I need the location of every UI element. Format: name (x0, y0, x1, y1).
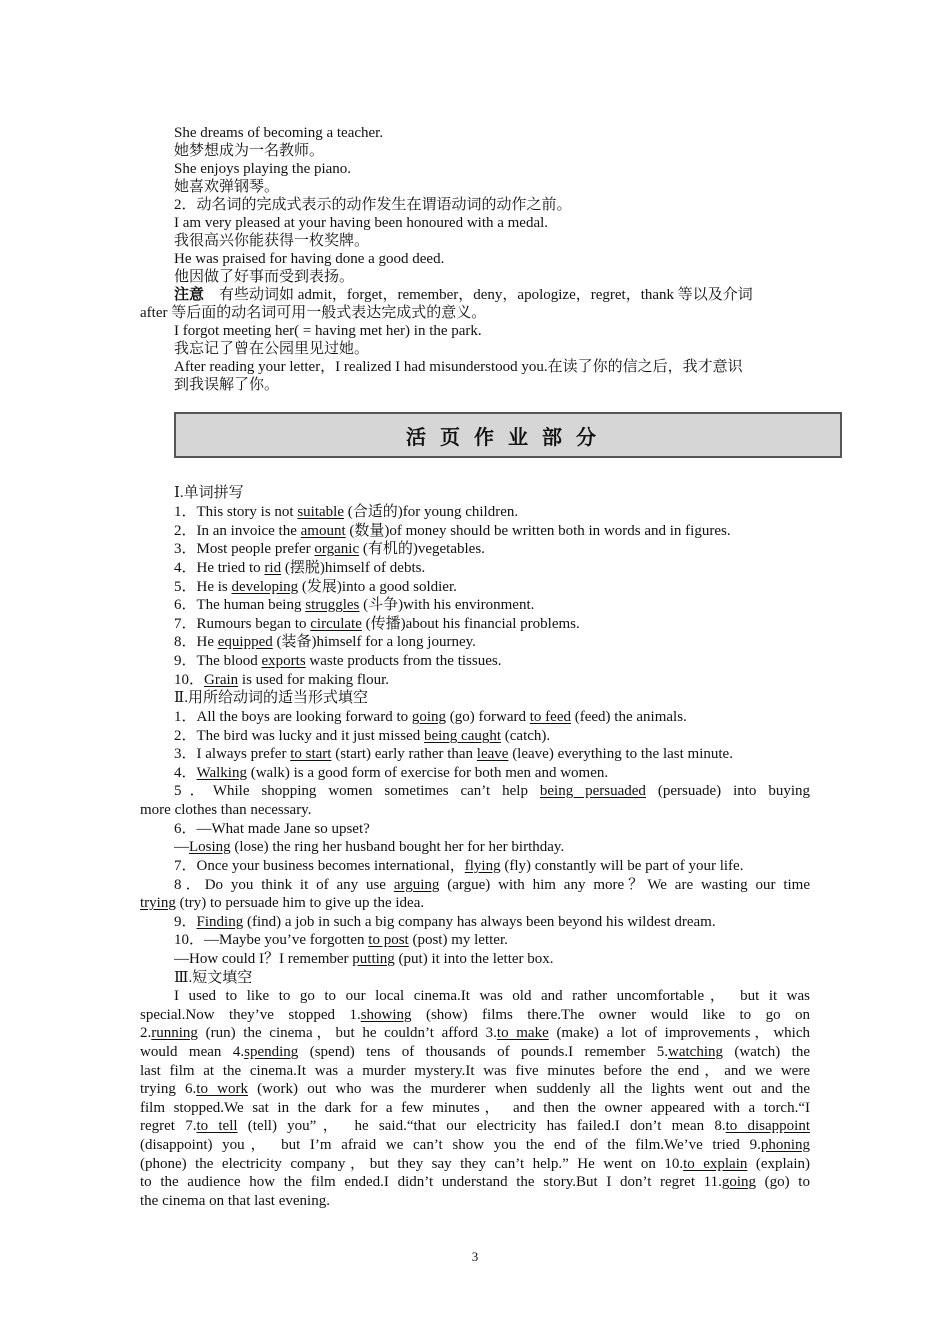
example-sentence: After reading your letter，I realized I had misunderstood you.在读了你的信之后，我才意识 (174, 359, 743, 375)
answer: circulate (310, 616, 362, 632)
answer: to post (368, 932, 409, 948)
example-translation: 她喜欢弹钢琴。 (174, 179, 280, 195)
answer: phoning (760, 1137, 810, 1153)
passage-line: regret 7.to tell (tell) you”， he said.“that our electricity has failed.I don’t mean 8.to disappoint (140, 1118, 810, 1134)
exercise-item: 5．While shopping women sometimes can’t help being persuaded (persuade) into buying (174, 783, 810, 799)
example-translation: 我忘记了曾在公园里见过她。 (174, 341, 370, 357)
answer: Grain (204, 672, 239, 688)
note-line: 注意 有些动词如 admit，forget，remember，deny，apologize，regret，thank 等以及介词 (174, 287, 753, 303)
example-sentence: She enjoys playing the piano. (174, 161, 352, 177)
passage-line: I used to like to go to our local cinema.It was old and rather uncomfortable， but it was (174, 988, 810, 1004)
answer: developing (231, 579, 299, 595)
passage-line: 2.running (run) the cinema，but he couldn’t afford 3.to make (make) a lot of improvements，which (140, 1025, 810, 1041)
answer: going (411, 709, 447, 725)
exercise-item: 4．Walking (walk) is a good form of exercise for both men and women. (174, 765, 609, 781)
passage-line: trying 6.to work (work) out who was the murderer when suddenly all the lights went out and the (140, 1081, 810, 1097)
answer: equipped (217, 634, 273, 650)
answer: watching (668, 1044, 723, 1060)
section-heading: Ⅲ.短文填空 (174, 970, 253, 986)
exercise-item-cont: more clothes than necessary. (140, 802, 312, 818)
answer: suitable (297, 504, 344, 520)
answer: to tell (196, 1118, 238, 1134)
answer: trying (140, 895, 176, 911)
answer: to make (496, 1025, 549, 1041)
section-heading: Ⅱ.用所给动词的适当形式填空 (174, 690, 368, 706)
exercise-item: 8．Do you think it of any use arguing (argue) with him any more？We are wasting our time (174, 877, 810, 893)
answer: to feed (529, 709, 571, 725)
exercise-item: 9．The blood exports waste products from the tissues. (174, 653, 502, 669)
exercise-item: 8．He equipped (装备)himself for a long journey. (174, 634, 476, 650)
exercise-item-cont: trying (try) to persuade him to give up the idea. (140, 895, 425, 911)
exercise-item: 10．Grain is used for making flour. (174, 672, 389, 688)
passage-line: special.Now they’ve stopped 1.showing (show) films there.The owner would like to go on (140, 1007, 810, 1023)
passage-line: (phone) the electricity company，but they say they can’t help.” He went on 10.to explain (explain) (140, 1156, 810, 1172)
example-translation: 他因做了好事而受到表扬。 (174, 269, 355, 285)
exercise-item: 9．Finding (find) a job in such a big company has always been beyond his wildest dream. (174, 914, 716, 930)
exercise-item: 5．He is developing (发展)into a good soldier. (174, 579, 457, 595)
answer: rid (264, 560, 282, 576)
answer: struggles (305, 597, 360, 613)
answer: spending (244, 1044, 299, 1060)
answer: Losing (189, 839, 231, 855)
exercise-item: 10．—Maybe you’ve forgotten to post (post) my letter. (174, 932, 508, 948)
rule-point: 2．动名词的完成式表示的动作发生在谓语动词的动作之前。 (174, 197, 572, 213)
example-translation: 我很高兴你能获得一枚奖牌。 (174, 233, 370, 249)
passage-line: film stopped.We sat in the dark for a few minutes， and then the owner appeared with a torch.“I (140, 1100, 810, 1116)
exercise-item: 1．All the boys are looking forward to going (go) forward to feed (feed) the animals. (174, 709, 687, 725)
passage-line: would mean 4.spending (spend) tens of thousands of pounds.I remember 5.watching (watch) the (140, 1044, 810, 1060)
answer: to explain (683, 1156, 748, 1172)
answer: being persuaded (539, 783, 646, 799)
example-translation: 她梦想成为一名教师。 (174, 143, 325, 159)
example-sentence: I forgot meeting her( = having met her) in the park. (174, 323, 482, 339)
passage-line: last film at the cinema.It was a murder mystery.It was five minutes before the end，and we were (140, 1063, 810, 1079)
passage-line: the cinema on that last evening. (140, 1193, 330, 1209)
exercise-item: 7．Once your business becomes international，flying (fly) constantly will be part of your life. (174, 858, 744, 874)
exercise-item: 3．Most people prefer organic (有机的)vegetables. (174, 541, 485, 557)
answer: Finding (196, 914, 244, 930)
page-number: 3 (471, 1249, 479, 1264)
note-label: 注意 (174, 287, 205, 303)
note-line: after 等后面的动名词可用一般式表达完成式的意义。 (140, 305, 487, 321)
exercise-item: 2．The bird was lucky and it just missed being caught (catch). (174, 728, 551, 744)
answer: flying (464, 858, 501, 874)
answer: organic (314, 541, 360, 557)
answer: to start (290, 746, 332, 762)
example-sentence: She dreams of becoming a teacher. (174, 125, 384, 141)
answer: showing (360, 1007, 412, 1023)
passage-line: to the audience how the film ended.I didn’t understand the story.But I don’t regret 11.going (go) to (140, 1174, 810, 1190)
exercise-item: 2．In an invoice the amount (数量)of money should be written both in words and in figures. (174, 523, 731, 539)
example-sentence: He was praised for having done a good deed. (174, 251, 445, 267)
answer: to work (196, 1081, 248, 1097)
exercise-item: 6．The human being struggles (斗争)with his environment. (174, 597, 535, 613)
exercise-item-cont: —How could I？I remember putting (put) it into the letter box. (174, 951, 554, 967)
answer: Walking (196, 765, 247, 781)
exercise-item-cont: —Losing (lose) the ring her husband bought her for her birthday. (174, 839, 565, 855)
section-banner: 活页作业部分 (174, 412, 842, 458)
section-heading: Ⅰ.单词拼写 (174, 485, 244, 501)
exercise-item: 3．I always prefer to start (start) early rather than leave (leave) everything to the last minute. (174, 746, 733, 762)
example-translation: 到我误解了你。 (174, 377, 280, 393)
exercise-item: 4．He tried to rid (摆脱)himself of debts. (174, 560, 426, 576)
exercise-item: 1．This story is not suitable (合适的)for young children. (174, 504, 519, 520)
answer: arguing (393, 877, 440, 893)
answer: running (151, 1025, 198, 1041)
answer: amount (300, 523, 346, 539)
answer: leave (476, 746, 509, 762)
passage-line: (disappoint) you， but I’m afraid we can’t show you the end of the film.We’ve tried 9.phoning (140, 1137, 810, 1153)
answer: exports (261, 653, 306, 669)
example-sentence: I am very pleased at your having been honoured with a medal. (174, 215, 549, 231)
answer: putting (352, 951, 395, 967)
answer: going (721, 1174, 757, 1190)
answer: being caught (423, 728, 502, 744)
exercise-item: 6．—What made Jane so upset? (174, 821, 370, 837)
exercise-item: 7．Rumours began to circulate (传播)about his financial problems. (174, 616, 580, 632)
answer: to disappoint (725, 1118, 810, 1134)
